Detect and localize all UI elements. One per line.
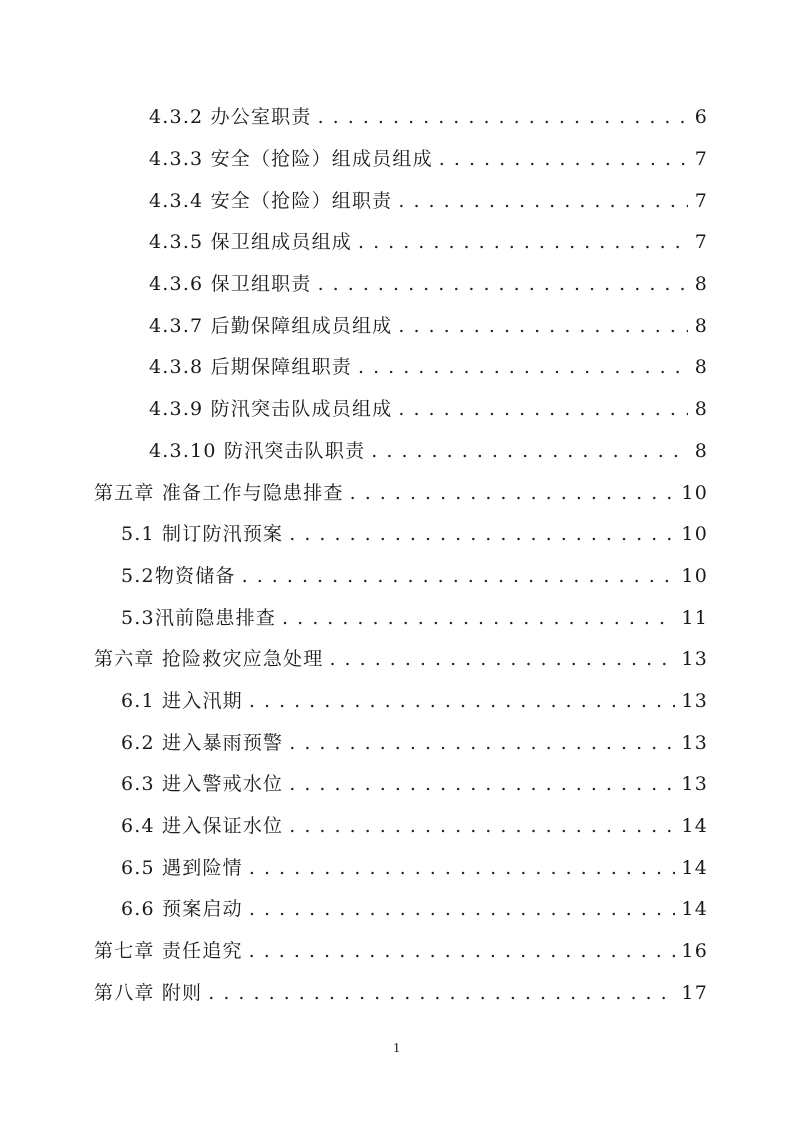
toc-entry-page: 14 — [681, 815, 708, 838]
toc-entry-page: 8 — [694, 398, 708, 421]
dot-leader — [289, 732, 675, 754]
toc-entry-page: 17 — [681, 981, 708, 1004]
toc-entry[interactable] — [0, 762, 793, 804]
toc-entry-page: 10 — [681, 523, 708, 546]
dot-leader — [249, 857, 676, 879]
toc-entry-label: 4.3.5 保卫组成员组成 — [149, 231, 352, 254]
toc-entry-label: 5.3汛前隐患排查 — [121, 606, 277, 629]
toc-entry-label: 6.5 遇到险情 — [121, 856, 243, 879]
toc-entry[interactable] — [0, 804, 793, 846]
toc-entry-page: 10 — [681, 564, 708, 587]
toc-entry-page: 8 — [694, 356, 708, 379]
toc-entry[interactable] — [0, 595, 793, 637]
toc-entry-label: 6.3 进入警戒水位 — [121, 773, 284, 796]
dot-leader — [318, 273, 688, 295]
toc-entry[interactable] — [0, 262, 793, 304]
toc-entry[interactable] — [0, 929, 793, 971]
toc-entry-label: 4.3.9 防汛突击队成员组成 — [149, 398, 393, 421]
dot-leader — [318, 106, 688, 128]
toc-entry-label: 4.3.4 安全（抢险）组职责 — [149, 189, 393, 212]
dot-leader — [249, 898, 676, 920]
toc-entry-label: 第八章 附则 — [94, 981, 203, 1004]
toc-entry-label: 4.3.6 保卫组职责 — [149, 273, 312, 296]
dot-leader — [439, 148, 688, 170]
toc-entry-page: 7 — [694, 189, 708, 212]
toc-entry-page: 8 — [694, 314, 708, 337]
toc-entry[interactable] — [0, 679, 793, 721]
toc-entry-page: 8 — [694, 273, 708, 296]
toc-entry[interactable] — [0, 720, 793, 762]
toc-entry-label: 4.3.3 安全（抢险）组成员组成 — [149, 148, 433, 171]
dot-leader — [398, 315, 688, 337]
dot-leader — [398, 398, 688, 420]
toc-entry-page: 13 — [681, 648, 708, 671]
toc-entry-page: 6 — [694, 106, 708, 129]
toc-entry-label: 6.6 预案启动 — [121, 898, 243, 921]
dot-leader — [208, 982, 675, 1004]
toc-entry-page: 13 — [681, 689, 708, 712]
toc-entry[interactable] — [0, 95, 793, 137]
dot-leader — [249, 690, 676, 712]
toc-entry-label: 4.3.8 后期保障组职责 — [149, 356, 352, 379]
toc-entry[interactable] — [0, 178, 793, 220]
toc-entry[interactable] — [0, 512, 793, 554]
dot-leader — [350, 482, 676, 504]
toc-entry-page: 10 — [681, 481, 708, 504]
toc-entry-label: 6.1 进入汛期 — [121, 689, 243, 712]
toc-entry-label: 4.3.2 办公室职责 — [149, 106, 312, 129]
toc-entry-page: 14 — [681, 856, 708, 879]
toc-entry[interactable] — [0, 470, 793, 512]
table-of-contents — [0, 95, 793, 1012]
toc-entry[interactable] — [0, 845, 793, 887]
dot-leader — [289, 523, 675, 545]
toc-entry-page: 16 — [681, 940, 708, 963]
toc-entry-label: 5.2物资储备 — [121, 564, 236, 587]
dot-leader — [398, 190, 688, 212]
toc-entry-page: 13 — [681, 773, 708, 796]
dot-leader — [289, 773, 675, 795]
toc-entry[interactable] — [0, 637, 793, 679]
dot-leader — [289, 815, 675, 837]
dot-leader — [329, 648, 675, 670]
page-number: 1 — [393, 1041, 400, 1056]
toc-entry-page: 7 — [694, 148, 708, 171]
toc-entry[interactable] — [0, 970, 793, 1012]
toc-entry[interactable] — [0, 303, 793, 345]
toc-entry-page: 13 — [681, 731, 708, 754]
toc-entry[interactable] — [0, 345, 793, 387]
toc-entry[interactable] — [0, 387, 793, 429]
toc-entry[interactable] — [0, 137, 793, 179]
dot-leader — [249, 940, 676, 962]
toc-entry[interactable] — [0, 887, 793, 929]
dot-leader — [358, 356, 688, 378]
dot-leader — [282, 607, 675, 629]
toc-entry-label: 6.2 进入暴雨预警 — [121, 731, 284, 754]
toc-entry-page: 8 — [694, 439, 708, 462]
toc-entry-label: 第五章 准备工作与隐患排查 — [94, 481, 344, 504]
toc-entry-label: 6.4 进入保证水位 — [121, 815, 284, 838]
dot-leader — [358, 231, 688, 253]
toc-entry[interactable] — [0, 554, 793, 596]
toc-entry[interactable] — [0, 429, 793, 471]
toc-entry-label: 第六章 抢险救灾应急处理 — [94, 648, 324, 671]
toc-entry-label: 4.3.7 后勤保障组成员组成 — [149, 314, 393, 337]
toc-entry-page: 7 — [694, 231, 708, 254]
dot-leader — [242, 565, 676, 587]
toc-entry-label: 第七章 责任追究 — [94, 940, 243, 963]
toc-entry-label: 5.1 制订防汛预案 — [121, 523, 284, 546]
toc-entry-label: 4.3.10 防汛突击队职责 — [149, 439, 366, 462]
dot-leader — [371, 440, 688, 462]
toc-entry-page: 14 — [681, 898, 708, 921]
toc-entry-page: 11 — [681, 606, 708, 629]
toc-entry[interactable] — [0, 220, 793, 262]
